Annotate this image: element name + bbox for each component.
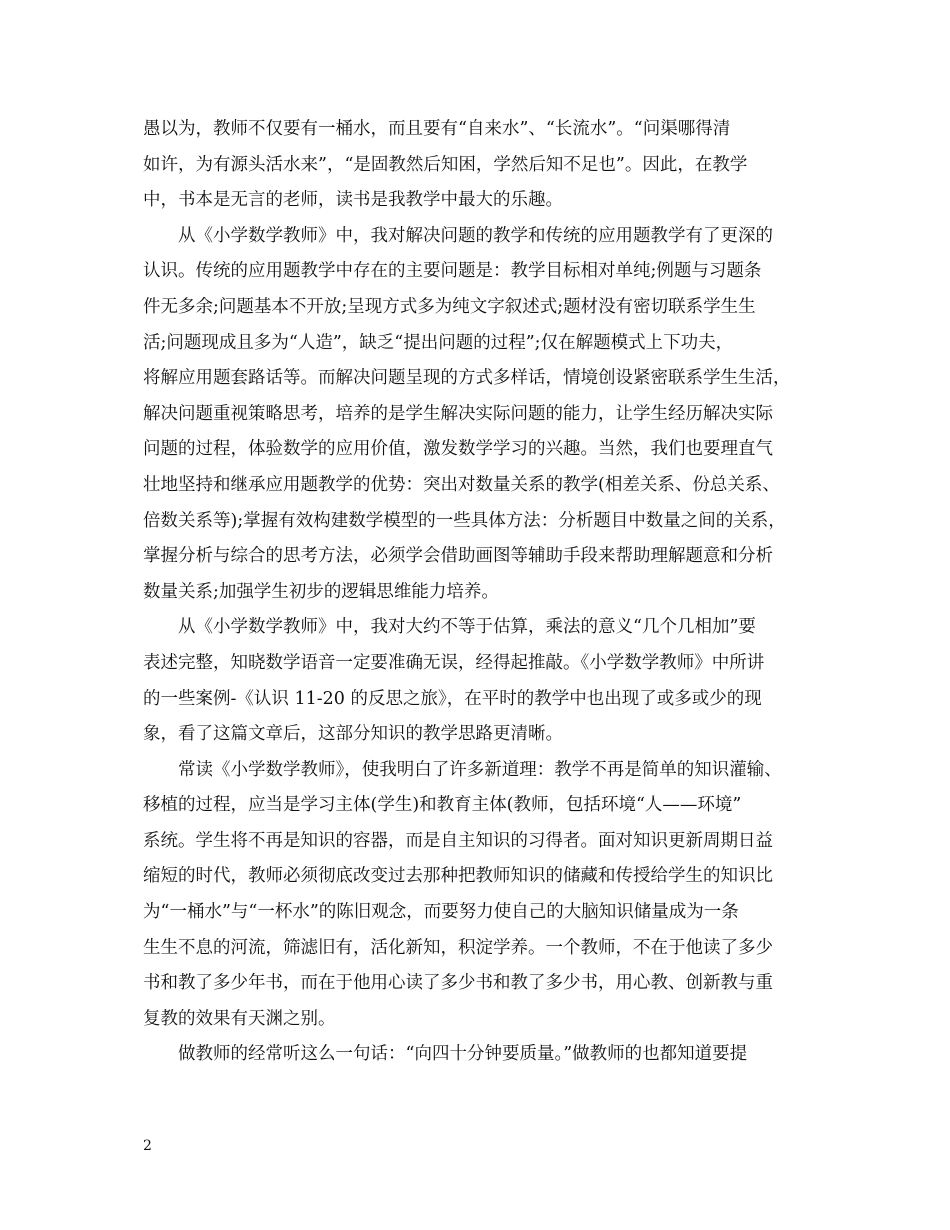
text-line: 表述完整，知晓数学语音一定要准确无误，经得起推敲。《小学数学教师》中所讲: [143, 652, 765, 673]
paragraph-4: [143, 753, 807, 1038]
page-number: 2: [143, 1138, 152, 1154]
text-line: 系统。学生将不再是知识的容器，而是自主知识的习得者。面对知识更新周期日益: [143, 830, 773, 851]
text-line: 做教师的经常听这么一句话：“向四十分钟要质量。”做教师的也都知道要提: [178, 1044, 748, 1065]
text-line: 从《小学数学教师》中，我对解决问题的教学和传统的应用题教学有了更深的: [178, 225, 773, 246]
text-line: 从《小学数学教师》中，我对大约不等于估算，乘法的意义“几个几相加”要: [178, 617, 756, 638]
text-line: 象，看了这篇文章后，这部分知识的教学思路更清晰。: [143, 724, 563, 745]
text-line: 如许，为有源头活水来”，“是固教然后知困，学然后知不足也”。因此，在教学: [143, 154, 748, 175]
text-line: 书和教了多少年书，而在于他用心读了多少书和教了多少书，用心教、创新教与重: [143, 973, 773, 994]
text-line: 将解应用题套路话等。而解决问题呈现的方式多样话，情境创设紧密联系学生生活，: [143, 368, 791, 389]
paragraph-3: [143, 610, 807, 752]
text-line: 中，书本是无言的老师，读书是我教学中最大的乐趣。: [143, 190, 563, 211]
text-line: 愚以为，教师不仅要有一桶水，而且要有“自来水”、“长流水”。“问渠哪得清: [143, 119, 731, 139]
text-line: 壮地坚持和继承应用题教学的优势：突出对数量关系的教学(相差关系、份总关系、: [143, 474, 780, 495]
paragraph-1: [143, 112, 807, 219]
text-line: 件无多余;问题基本不开放;呈现方式多为纯文字叙述式;题材没有密切联系学生生: [143, 296, 756, 317]
text-line: 缩短的时代，教师必须彻底改变过去那种把教师知识的储藏和传授给学生的知识比: [143, 866, 773, 887]
text-line: 常读《小学数学教师》，使我明白了许多新道理：教学不再是简单的知识灌输、: [178, 759, 782, 780]
text-line: 移植的过程，应当是学习主体(学生)和教育主体(教师，包括环境“人——环境”: [143, 795, 742, 816]
text-line: 的一些案例-《认识 11-20 的反思之旅》，在平时的教学中也出现了或多或少的现: [143, 688, 762, 709]
paragraph-2: [143, 219, 807, 611]
document-body: [143, 112, 807, 1073]
paragraph-5: [143, 1037, 807, 1073]
text-line: 活;问题现成且多为“人造”，缺乏“提出问题的过程”;仅在解题模式上下功夫，: [143, 332, 734, 353]
text-line: 掌握分析与综合的思考方法，必须学会借助画图等辅助手段来帮助理解题意和分析: [143, 546, 773, 567]
text-line: 倍数关系等);掌握有效构建数学模型的一些具体方法：分析题目中数量之间的关系，: [143, 510, 786, 531]
text-line: 认识。传统的应用题教学中存在的主要问题是：教学目标相对单纯;例题与习题条: [143, 261, 762, 282]
text-line: 解决问题重视策略思考，培养的是学生解决实际问题的能力，让学生经历解决实际: [143, 403, 773, 424]
text-line: 为“一桶水”与“一杯水”的陈旧观念，而要努力使自己的大脑知识储量成为一条: [143, 902, 739, 923]
text-line: 复教的效果有天渊之别。: [143, 1008, 336, 1029]
text-line: 数量关系;加强学生初步的逻辑思维能力培养。: [143, 581, 499, 602]
text-line: 问题的过程，体验数学的应用价值，激发数学学习的兴趣。当然，我们也要理直气: [143, 439, 773, 460]
text-line: 生生不息的河流，筛滤旧有，活化新知，积淀学养。一个教师，不在于他读了多少: [143, 937, 773, 958]
